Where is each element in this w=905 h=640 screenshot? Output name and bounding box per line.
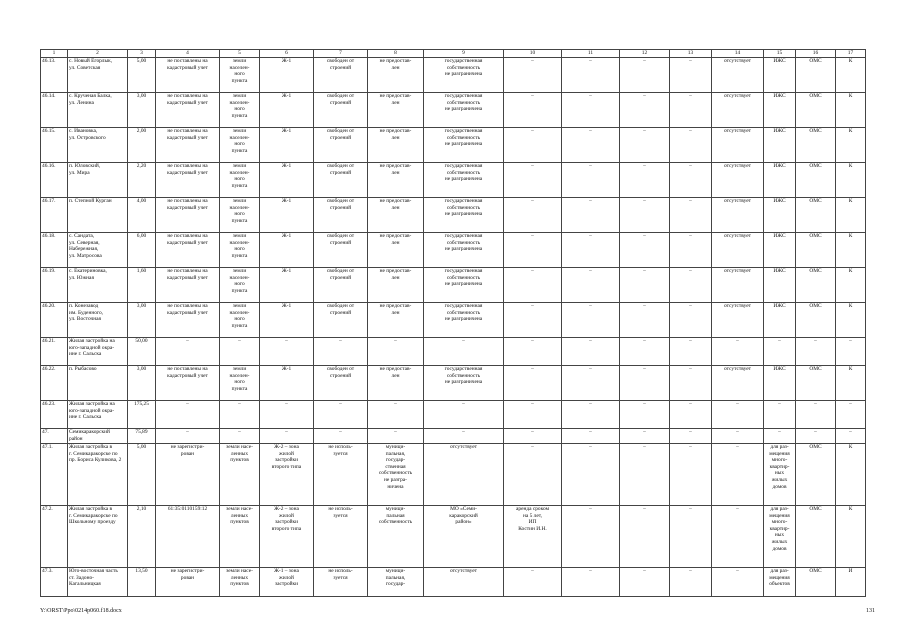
table-cell: К xyxy=(836,58,866,93)
table-cell: государственная собственность не разграничена xyxy=(424,366,504,401)
table-cell: К xyxy=(836,128,866,163)
table-cell: – xyxy=(836,429,866,444)
table-cell: – xyxy=(504,303,562,338)
table-cell: 5,00 xyxy=(128,58,156,93)
table-cell: с. Крученая Балка, ул. Ленина xyxy=(68,93,128,128)
table-cell: не предостав- лен xyxy=(368,163,424,198)
table-cell: Ж-1 xyxy=(260,303,314,338)
row-number-cell: 46.16. xyxy=(41,163,68,198)
table-cell: 5,00 xyxy=(128,444,156,506)
table-cell: отсутствует xyxy=(712,58,764,93)
table-cell: ИЖС xyxy=(764,93,796,128)
table-cell: – xyxy=(424,338,504,366)
table-cell: – xyxy=(504,568,562,597)
table-cell: ОМС xyxy=(796,568,836,597)
table-cell: не поставлены на кадастровый учет xyxy=(156,128,220,163)
table-cell: отсутствует xyxy=(712,128,764,163)
header-cell: 9 xyxy=(424,50,504,58)
row-number-cell: 46.21. xyxy=(41,338,68,366)
table-cell: земли населен- ного пункта xyxy=(220,128,260,163)
table-row xyxy=(41,568,866,597)
table-cell: – xyxy=(314,429,368,444)
table-cell: – xyxy=(562,366,620,401)
table-cell: Ж-2 – зона жилой застройки второго типа xyxy=(260,506,314,568)
table-cell: – xyxy=(670,429,712,444)
table-cell: Ж-1 xyxy=(260,58,314,93)
table-cell: земли населен- ного пункта xyxy=(220,303,260,338)
header-cell: 7 xyxy=(314,50,368,58)
table-cell: отсутствует xyxy=(712,93,764,128)
table-cell: земли населен- ного пункта xyxy=(220,163,260,198)
table-row xyxy=(41,198,866,233)
table-cell: – xyxy=(836,338,866,366)
table-cell: государственная собственность не разграничена xyxy=(424,93,504,128)
table-cell: Ж-1 – зона жилой застройки xyxy=(260,568,314,597)
table-cell: К xyxy=(836,233,866,268)
table-cell: не поставлены на кадастровый учет xyxy=(156,198,220,233)
table-cell: земли населен- ного пункта xyxy=(220,268,260,303)
table-cell: – xyxy=(620,401,670,429)
table-cell: – xyxy=(220,429,260,444)
table-cell: Ж-1 xyxy=(260,233,314,268)
table-cell: – xyxy=(562,429,620,444)
document-table-area xyxy=(40,49,866,597)
table-cell: – xyxy=(314,401,368,429)
table-cell: отсутствует xyxy=(712,233,764,268)
table-cell: не зарегистри- рован xyxy=(156,444,220,506)
table-cell: – xyxy=(712,429,764,444)
table-cell: земли населен- ного пункта xyxy=(220,233,260,268)
header-cell: 6 xyxy=(260,50,314,58)
header-cell: 14 xyxy=(712,50,764,58)
table-cell: ИЖС xyxy=(764,268,796,303)
table-cell: земли населен- ного пункта xyxy=(220,198,260,233)
table-cell: – xyxy=(368,401,424,429)
table-cell: Ж-1 xyxy=(260,366,314,401)
table-cell: ОМС xyxy=(796,303,836,338)
table-cell: муници- пальная, государ- xyxy=(368,568,424,597)
table-cell: свободен от строений xyxy=(314,58,368,93)
table-cell: – xyxy=(836,401,866,429)
table-cell: отсутствует xyxy=(712,163,764,198)
table-cell: государственная собственность не разграничена xyxy=(424,58,504,93)
table-cell: – xyxy=(260,401,314,429)
table-cell: 3,00 xyxy=(128,303,156,338)
table-cell: 13,50 xyxy=(128,568,156,597)
table-cell: ОМС xyxy=(796,163,836,198)
table-cell: ОМС xyxy=(796,233,836,268)
table-cell: не поставлены на кадастровый учет xyxy=(156,366,220,401)
table-cell: свободен от строений xyxy=(314,93,368,128)
table-cell: – xyxy=(620,198,670,233)
table-cell: государственная собственность не разграничена xyxy=(424,128,504,163)
header-cell: 12 xyxy=(620,50,670,58)
table-cell: государственная собственность не разграничена xyxy=(424,163,504,198)
table-cell: – xyxy=(368,338,424,366)
table-cell: Жилая застройка на юго-западной окра- ине г. Сальска xyxy=(68,338,128,366)
table-cell: не исполь- зуется xyxy=(314,444,368,506)
table-cell: ОМС xyxy=(796,366,836,401)
table-row xyxy=(41,163,866,198)
table-cell: свободен от строений xyxy=(314,233,368,268)
table-cell: К xyxy=(836,506,866,568)
table-cell: – xyxy=(504,163,562,198)
table-cell: для раз- мещения много- квартир- ных жилых домов xyxy=(764,444,796,506)
table-cell: свободен от строений xyxy=(314,198,368,233)
table-cell: К xyxy=(836,268,866,303)
table-cell: – xyxy=(670,198,712,233)
table-cell: К xyxy=(836,303,866,338)
table-cell: – xyxy=(620,568,670,597)
table-cell: – xyxy=(504,429,562,444)
table-cell: свободен от строений xyxy=(314,128,368,163)
table-cell: – xyxy=(562,93,620,128)
table-cell: – xyxy=(562,303,620,338)
table-cell: 3,00 xyxy=(128,366,156,401)
table-cell: – xyxy=(504,366,562,401)
table-cell: – xyxy=(764,429,796,444)
table-cell: ОМС xyxy=(796,268,836,303)
table-cell: – xyxy=(504,233,562,268)
table-cell: п. Юловский, ул. Мира xyxy=(68,163,128,198)
table-cell: п. Степной Курган xyxy=(68,198,128,233)
table-cell: – xyxy=(670,338,712,366)
table-cell: с. Новый Егорлык, ул. Советская xyxy=(68,58,128,93)
header-cell: 8 xyxy=(368,50,424,58)
table-cell: Жилая застройка в г. Семикаракорске по пр. Бориса Куликова, 2 xyxy=(68,444,128,506)
table-cell: не исполь- зуется xyxy=(314,568,368,597)
row-number-cell: 46.19. xyxy=(41,268,68,303)
table-cell: – xyxy=(764,401,796,429)
table-cell: земли населен- ного пункта xyxy=(220,366,260,401)
table-cell: – xyxy=(562,128,620,163)
table-cell: не предостав- лен xyxy=(368,58,424,93)
table-row xyxy=(41,429,866,444)
table-cell: – xyxy=(670,303,712,338)
table-cell: – xyxy=(562,444,620,506)
table-cell: – xyxy=(620,366,670,401)
table-cell: не поставлены на кадастровый учет xyxy=(156,303,220,338)
row-number-cell: 46.18. xyxy=(41,233,68,268)
table-cell: 2,10 xyxy=(128,506,156,568)
table-cell: Ж-1 xyxy=(260,163,314,198)
table-cell: для раз- мещения много- квартир- ных жилых домов xyxy=(764,506,796,568)
table-cell: государственная собственность не разграничена xyxy=(424,268,504,303)
table-cell: свободен от строений xyxy=(314,163,368,198)
row-number-cell: 46.13. xyxy=(41,58,68,93)
table-cell: государственная собственность не разграничена xyxy=(424,303,504,338)
table-cell: – xyxy=(670,128,712,163)
table-cell: И xyxy=(836,568,866,597)
table-cell: муници- пальная собственность xyxy=(368,506,424,568)
table-cell: – xyxy=(620,506,670,568)
header-cell: 1 xyxy=(41,50,68,58)
table-cell: – xyxy=(670,444,712,506)
table-cell: 6,00 xyxy=(128,233,156,268)
table-cell: 75,89 xyxy=(128,429,156,444)
header-cell: 17 xyxy=(836,50,866,58)
table-cell: не предостав- лен xyxy=(368,93,424,128)
table-cell: государственная собственность не разграничена xyxy=(424,198,504,233)
table-cell: – xyxy=(504,444,562,506)
table-cell: не поставлены на кадастровый учет xyxy=(156,58,220,93)
row-number-cell: 47.3. xyxy=(41,568,68,597)
table-cell: – xyxy=(260,429,314,444)
table-cell: – xyxy=(670,401,712,429)
page-number: 131 xyxy=(866,608,875,614)
table-cell: отсутствует xyxy=(712,303,764,338)
table-cell: государственная собственность не разграничена xyxy=(424,233,504,268)
table-cell: – xyxy=(670,163,712,198)
table-cell: – xyxy=(562,58,620,93)
table-cell: – xyxy=(156,429,220,444)
table-row xyxy=(41,444,866,506)
row-number-cell: 46.14. xyxy=(41,93,68,128)
table-cell: Жилая застройка в г. Семикаракорске по Школьному проезду xyxy=(68,506,128,568)
table-cell: не предостав- лен xyxy=(368,303,424,338)
table-cell: – xyxy=(670,366,712,401)
table-cell: – xyxy=(562,233,620,268)
table-cell: – xyxy=(424,401,504,429)
table-row xyxy=(41,506,866,568)
table-cell: Юго-восточная часть ст. Задоно- Кагальницкая xyxy=(68,568,128,597)
table-cell: – xyxy=(670,93,712,128)
table-cell: отсутствует xyxy=(424,568,504,597)
table-cell: не поставлены на кадастровый учет xyxy=(156,93,220,128)
table-cell: – xyxy=(368,429,424,444)
table-cell: ОМС xyxy=(796,198,836,233)
table-row xyxy=(41,338,866,366)
table-cell: – xyxy=(620,128,670,163)
table-cell: – xyxy=(504,128,562,163)
table-cell: – xyxy=(712,506,764,568)
table-cell: земли насе- ленных пунктов xyxy=(220,444,260,506)
land-plots-table xyxy=(40,49,866,597)
table-cell: ИЖС xyxy=(764,233,796,268)
table-cell: Ж-1 xyxy=(260,93,314,128)
table-cell: – xyxy=(504,401,562,429)
table-cell: – xyxy=(156,401,220,429)
header-cell: 3 xyxy=(128,50,156,58)
table-cell: – xyxy=(562,506,620,568)
table-cell: ИЖС xyxy=(764,366,796,401)
row-number-cell: 46.23. xyxy=(41,401,68,429)
table-cell: – xyxy=(220,401,260,429)
row-number-cell: 47. xyxy=(41,429,68,444)
table-cell: отсутствует xyxy=(712,366,764,401)
table-row xyxy=(41,233,866,268)
table-cell: – xyxy=(670,233,712,268)
table-cell: – xyxy=(670,268,712,303)
table-cell: отсутствует xyxy=(424,444,504,506)
table-cell: К xyxy=(836,163,866,198)
table-cell: Ж-2 – зона жилой застройки второго типа xyxy=(260,444,314,506)
table-cell: – xyxy=(712,401,764,429)
table-cell: ИЖС xyxy=(764,128,796,163)
table-cell: – xyxy=(712,568,764,597)
table-cell: – xyxy=(504,338,562,366)
table-cell: Ж-1 xyxy=(260,198,314,233)
table-cell: – xyxy=(620,58,670,93)
row-number-cell: 46.20. xyxy=(41,303,68,338)
table-cell: ОМС xyxy=(796,58,836,93)
table-row xyxy=(41,93,866,128)
table-cell: – xyxy=(562,268,620,303)
table-cell: Жилая застройка на юго-западной окра- ине г. Сальска xyxy=(68,401,128,429)
table-cell: – xyxy=(620,429,670,444)
table-cell: с. Сандата, ул. Северная, Набережная, ул. Матросова xyxy=(68,233,128,268)
table-cell: не предостав- лен xyxy=(368,233,424,268)
document-file-path: Y:\ORST\Ppo\0214p060.f18.docx xyxy=(40,608,122,614)
row-number-cell: 47.2. xyxy=(41,506,68,568)
table-cell: не предостав- лен xyxy=(368,366,424,401)
table-cell: – xyxy=(620,163,670,198)
table-cell: ОМС xyxy=(796,506,836,568)
table-cell: 61:35:0110159:12 xyxy=(156,506,220,568)
table-cell: 50,00 xyxy=(128,338,156,366)
table-cell: – xyxy=(562,401,620,429)
header-cell: 13 xyxy=(670,50,712,58)
table-cell: земли насе- ленных пунктов xyxy=(220,568,260,597)
table-cell: – xyxy=(670,58,712,93)
table-cell: 4,00 xyxy=(128,198,156,233)
table-cell: – xyxy=(562,163,620,198)
table-cell: К xyxy=(836,444,866,506)
table-cell: – xyxy=(712,444,764,506)
table-cell: для раз- мещения объектов xyxy=(764,568,796,597)
table-row xyxy=(41,268,866,303)
table-cell: К xyxy=(836,93,866,128)
table-cell: не предостав- лен xyxy=(368,128,424,163)
table-row xyxy=(41,128,866,163)
table-cell: – xyxy=(620,268,670,303)
table-cell: – xyxy=(504,198,562,233)
table-cell: не зарегистри- рован xyxy=(156,568,220,597)
table-cell: не исполь- зуется xyxy=(314,506,368,568)
table-cell: – xyxy=(796,429,836,444)
header-cell: 2 xyxy=(68,50,128,58)
table-cell: п. Рыбасово xyxy=(68,366,128,401)
table-cell: 175,25 xyxy=(128,401,156,429)
table-cell: не поставлены на кадастровый учет xyxy=(156,268,220,303)
header-cell: 5 xyxy=(220,50,260,58)
table-cell: – xyxy=(764,338,796,366)
table-cell: земли населен- ного пункта xyxy=(220,93,260,128)
header-cell: 4 xyxy=(156,50,220,58)
table-cell: свободен от строений xyxy=(314,366,368,401)
column-number-row xyxy=(41,50,866,58)
table-cell: – xyxy=(562,338,620,366)
table-cell: – xyxy=(796,338,836,366)
table-cell: с. Ивановка, ул. Островского xyxy=(68,128,128,163)
table-cell: ИЖС xyxy=(764,198,796,233)
header-cell: 16 xyxy=(796,50,836,58)
table-cell: К xyxy=(836,198,866,233)
table-cell: ОМС xyxy=(796,128,836,163)
table-cell: – xyxy=(562,568,620,597)
table-cell: земли насе- ленных пунктов xyxy=(220,506,260,568)
table-cell: не поставлены на кадастровый учет xyxy=(156,233,220,268)
table-cell: МО «Семи- каракорский район» xyxy=(424,506,504,568)
table-cell: – xyxy=(504,268,562,303)
table-cell: ИЖС xyxy=(764,58,796,93)
row-number-cell: 46.17. xyxy=(41,198,68,233)
table-cell: Ж-1 xyxy=(260,268,314,303)
table-cell: ОМС xyxy=(796,444,836,506)
table-cell: отсутствует xyxy=(712,268,764,303)
row-number-cell: 46.15. xyxy=(41,128,68,163)
table-cell: – xyxy=(712,338,764,366)
header-cell: 11 xyxy=(562,50,620,58)
table-cell: – xyxy=(620,233,670,268)
header-cell: 15 xyxy=(764,50,796,58)
table-cell: – xyxy=(670,568,712,597)
table-cell: К xyxy=(836,366,866,401)
table-cell: свободен от строений xyxy=(314,268,368,303)
table-cell: – xyxy=(620,444,670,506)
table-cell: – xyxy=(314,338,368,366)
table-cell: – xyxy=(156,338,220,366)
table-cell: не поставлены на кадастровый учет xyxy=(156,163,220,198)
table-cell: 3,00 xyxy=(128,93,156,128)
header-cell: 10 xyxy=(504,50,562,58)
table-cell: – xyxy=(562,198,620,233)
table-cell: свободен от строений xyxy=(314,303,368,338)
table-cell: – xyxy=(670,506,712,568)
row-number-cell: 46.22. xyxy=(41,366,68,401)
table-cell: ИЖС xyxy=(764,163,796,198)
table-cell: ИЖС xyxy=(764,303,796,338)
table-cell: аренда сроком на 5 лет, ИП Костин И.Н. xyxy=(504,506,562,568)
table-cell: муници- пальная, государ- ственная собственность не разгра- ничена xyxy=(368,444,424,506)
table-cell: – xyxy=(620,93,670,128)
table-row xyxy=(41,58,866,93)
table-cell: не предостав- лен xyxy=(368,198,424,233)
table-cell: ОМС xyxy=(796,93,836,128)
table-row xyxy=(41,401,866,429)
table-cell: с. Екатериновка, ул. Южная xyxy=(68,268,128,303)
table-row xyxy=(41,303,866,338)
table-cell: 2,20 xyxy=(128,163,156,198)
table-cell: – xyxy=(504,93,562,128)
table-cell: п. Конезавод им. Буденного, ул. Восточная xyxy=(68,303,128,338)
table-cell: Семикаракорский район xyxy=(68,429,128,444)
table-cell: – xyxy=(620,338,670,366)
table-cell: отсутствует xyxy=(712,198,764,233)
table-cell: – xyxy=(424,429,504,444)
table-cell: – xyxy=(620,303,670,338)
table-cell: Ж-1 xyxy=(260,128,314,163)
table-cell: 1,60 xyxy=(128,268,156,303)
row-number-cell: 47.1. xyxy=(41,444,68,506)
table-row xyxy=(41,366,866,401)
table-cell: земли населен- ного пункта xyxy=(220,58,260,93)
table-cell: – xyxy=(220,338,260,366)
table-cell: – xyxy=(796,401,836,429)
table-cell: – xyxy=(260,338,314,366)
table-cell: 2,00 xyxy=(128,128,156,163)
table-cell: не предостав- лен xyxy=(368,268,424,303)
table-cell: – xyxy=(504,58,562,93)
